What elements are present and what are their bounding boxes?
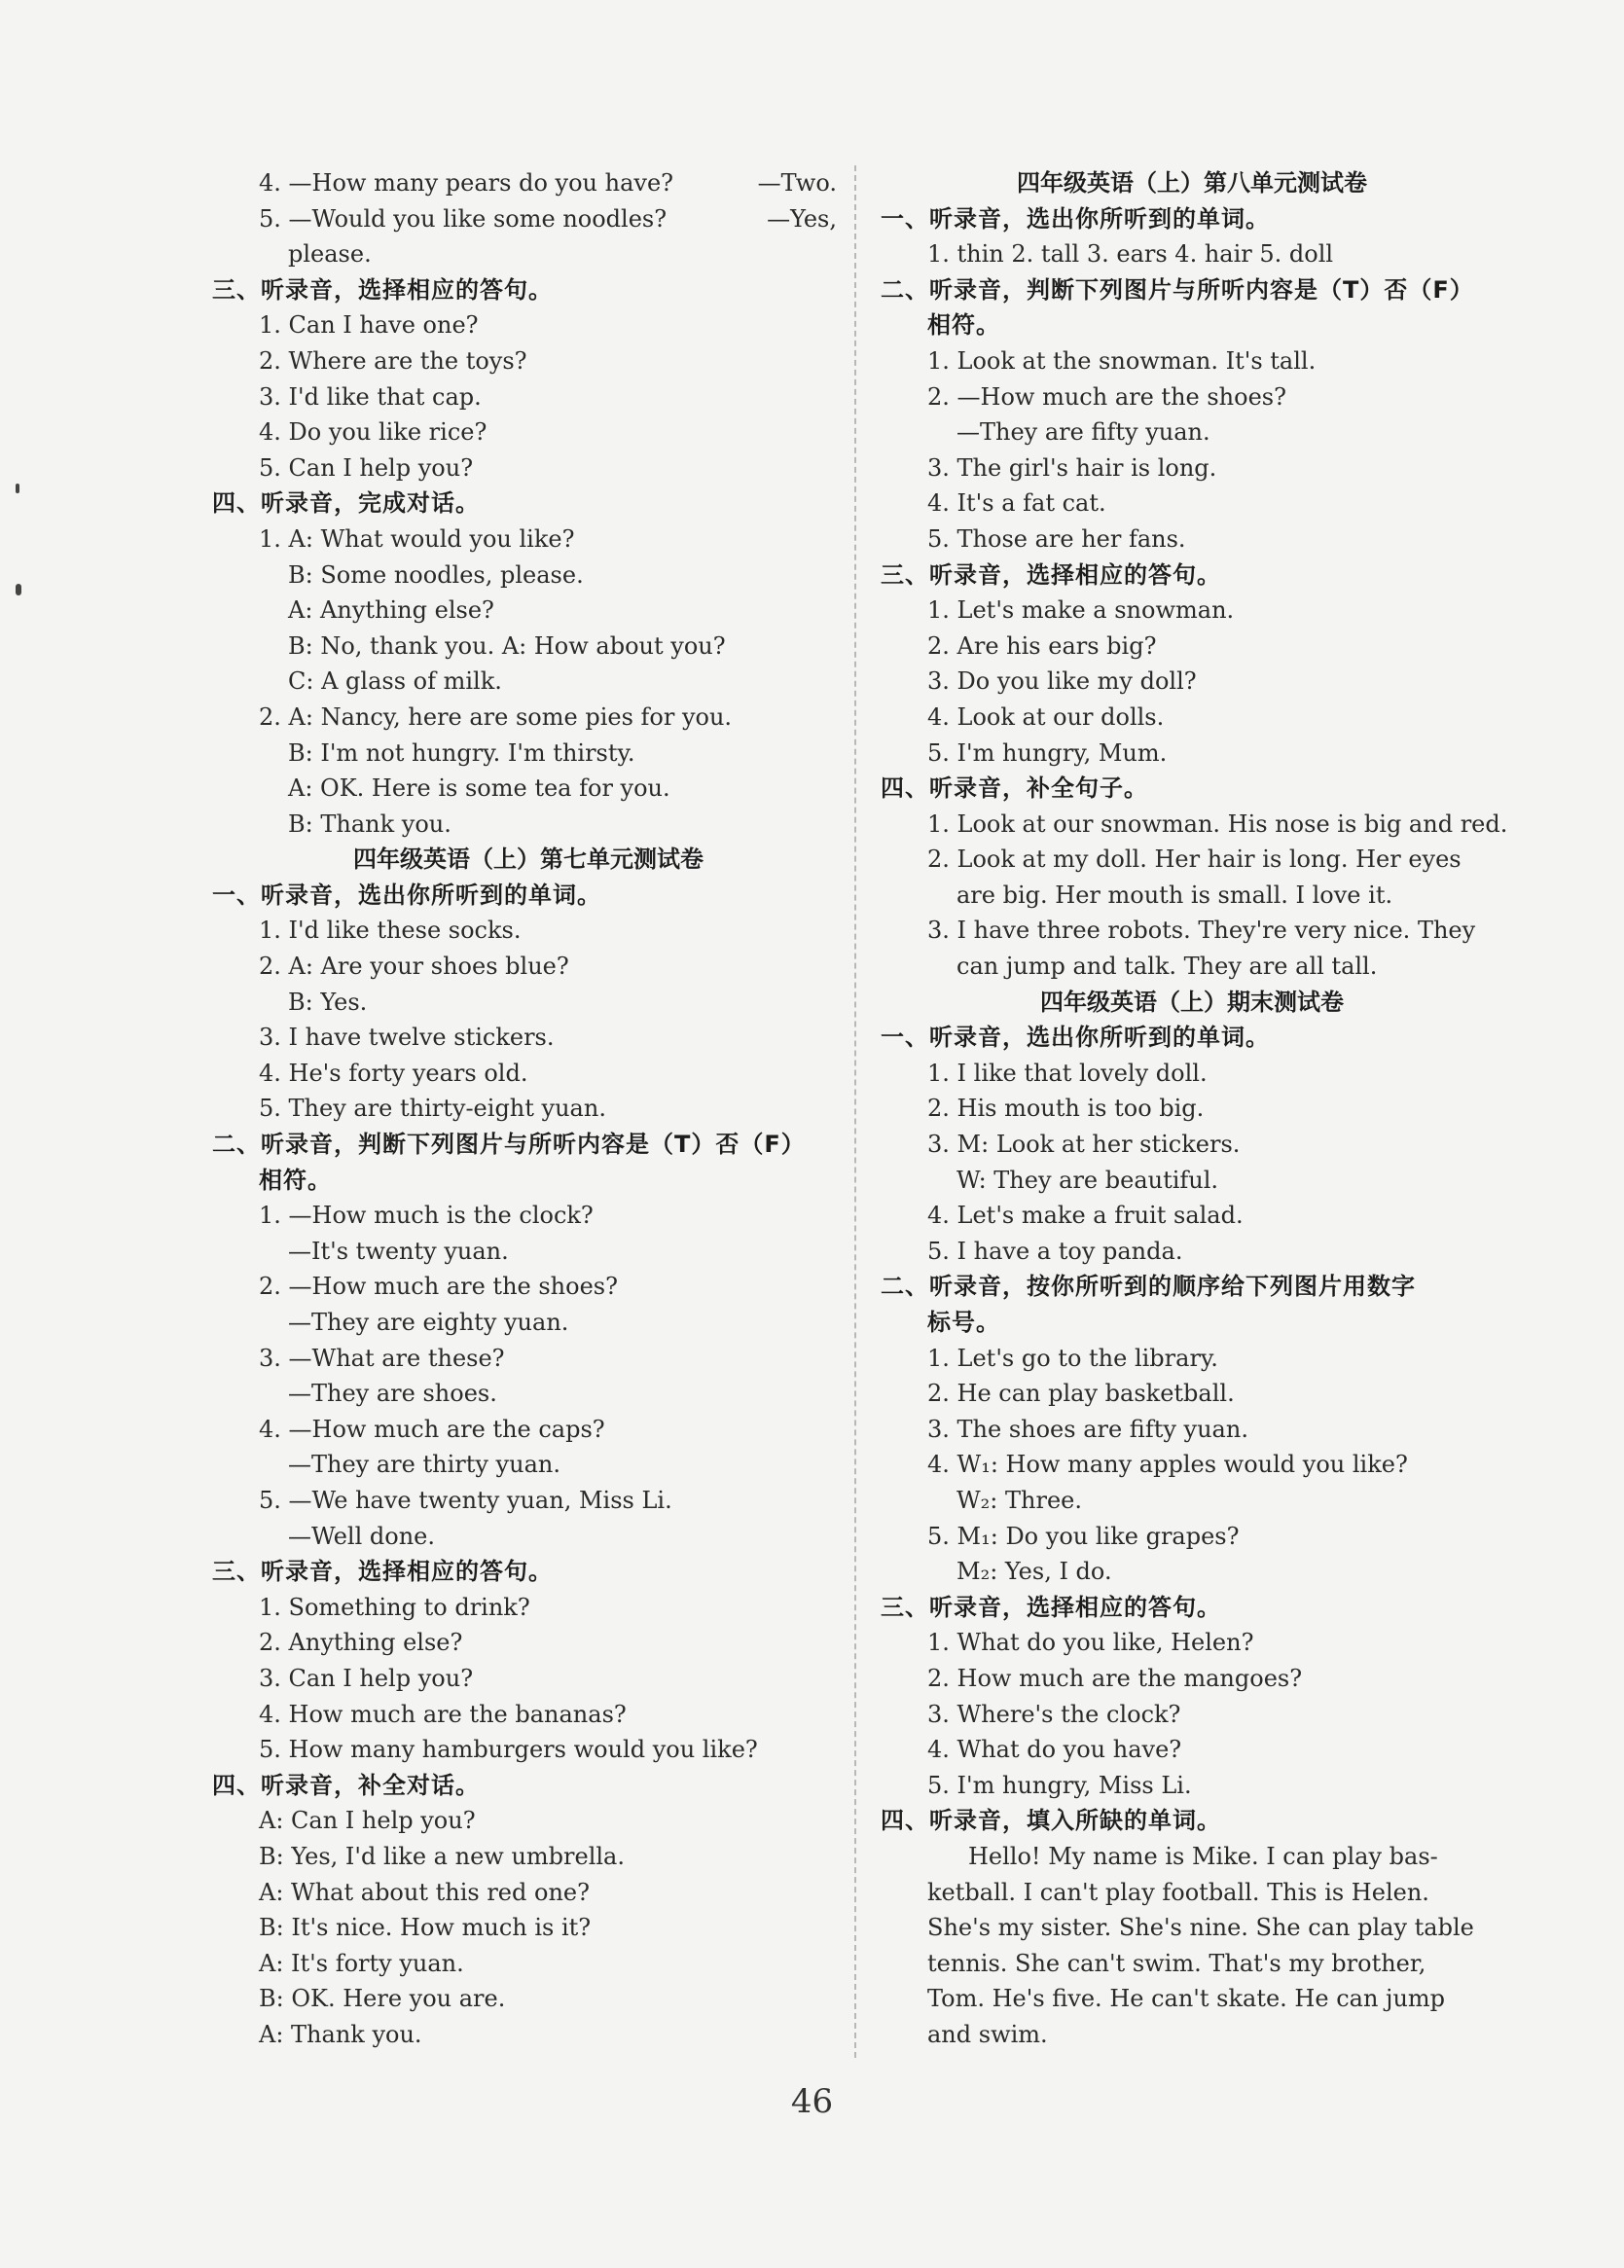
answer-line: 5. They are thirty-eight yuan. xyxy=(259,1095,606,1123)
answer-line: and swim. xyxy=(927,2020,1048,2048)
answer-line: 5. I'm hungry, Miss Li. xyxy=(927,1771,1192,1799)
answer-line: 5. Those are her fans. xyxy=(927,524,1186,553)
answer-line: 1. I like that lovely doll. xyxy=(927,1059,1208,1087)
section-heading: 二、听录音，判断下列图片与所听内容是（T）否（F） xyxy=(212,1131,806,1159)
test-title: 四年级英语（上）第七单元测试卷 xyxy=(353,846,704,874)
answer-line: 5. —We have twenty yuan, Miss Li. xyxy=(259,1486,672,1514)
section-heading: 二、听录音，判断下列图片与所听内容是（T）否（F） xyxy=(881,275,1474,304)
answer-line: 4. How much are the bananas? xyxy=(259,1700,627,1728)
answer-line: 1. Let's go to the library. xyxy=(927,1344,1218,1372)
answer-line: 4. Do you like rice? xyxy=(259,418,487,447)
section-heading: 三、听录音，选择相应的答句。 xyxy=(212,275,553,304)
answer-line: —They are fifty yuan. xyxy=(956,418,1210,447)
answer-line: M₂: Yes, I do. xyxy=(956,1558,1112,1586)
answer-segment: —Two. xyxy=(757,169,837,197)
section-heading: 三、听录音，选择相应的答句。 xyxy=(881,560,1221,589)
section-heading: 四、听录音，填入所缺的单词。 xyxy=(881,1807,1221,1835)
answer-line: 4. It's a fat cat. xyxy=(927,489,1106,518)
answer-line: are big. Her mouth is small. I love it. xyxy=(956,881,1393,909)
answer-line: —They are eighty yuan. xyxy=(288,1309,569,1336)
answer-line: 1. Let's make a snowman. xyxy=(927,596,1235,625)
answer-line: —Well done. xyxy=(288,1522,435,1550)
section-heading: 三、听录音，选择相应的答句。 xyxy=(212,1558,553,1586)
answer-line: C: A glass of milk. xyxy=(288,667,502,696)
answer-line: 2. A: Nancy, here are some pies for you. xyxy=(259,702,733,731)
answer-line: please. xyxy=(288,240,372,269)
answer-line: 5. How many hamburgers would you like? xyxy=(259,1736,758,1764)
answer-segment: 4. —How many pears do you have? xyxy=(259,169,674,197)
scan-mark xyxy=(16,584,21,595)
test-title: 四年级英语（上）第八单元测试卷 xyxy=(1017,169,1367,197)
answer-line: 4. —How much are the caps? xyxy=(259,1415,605,1443)
answer-line: 2. Are his ears big? xyxy=(927,631,1157,660)
section-heading: 四、听录音，完成对话。 xyxy=(212,489,480,518)
answer-line: 3. I have three robots. They're very nice. They xyxy=(927,917,1476,945)
answer-line: 2. He can play basketball. xyxy=(927,1380,1235,1408)
answer-line: 4. Let's make a fruit salad. xyxy=(927,1202,1244,1230)
section-heading: 四、听录音，补全句子。 xyxy=(881,774,1148,803)
page-number: 46 xyxy=(790,2082,834,2121)
answer-segment: 5. —Would you like some noodles? xyxy=(259,204,668,233)
answer-line: 3. I'd like that cap. xyxy=(259,382,482,411)
answer-line: 4. W₁: How many apples would you like? xyxy=(927,1451,1408,1479)
answer-line: 3. —What are these? xyxy=(259,1344,505,1372)
left-column xyxy=(212,165,845,2052)
answer-line: 4. Look at our dolls. xyxy=(927,702,1165,731)
section-heading: 一、听录音，选出你所听到的单词。 xyxy=(881,1024,1270,1052)
answer-line: 5. Can I help you? xyxy=(259,453,474,482)
answer-line: 2. Look at my doll. Her hair is long. Her eyes xyxy=(927,846,1462,874)
answer-line: W: They are beautiful. xyxy=(956,1166,1219,1194)
answer-line: A: OK. Here is some tea for you. xyxy=(288,774,670,803)
answer-line: 2. —How much are the shoes? xyxy=(259,1273,618,1301)
answer-line xyxy=(212,201,845,237)
answer-line: 1. Something to drink? xyxy=(259,1593,530,1621)
answer-line xyxy=(212,165,845,201)
section-heading: 一、听录音，选出你所听到的单词。 xyxy=(212,881,601,909)
answer-line: B: Thank you. xyxy=(288,810,451,838)
answer-line: A: What about this red one? xyxy=(259,1878,590,1906)
answer-line: A: Anything else? xyxy=(288,596,494,625)
answer-line: A: It's forty yuan. xyxy=(259,1949,464,1977)
answer-line: Tom. He's five. He can't skate. He can jump xyxy=(927,1985,1446,2013)
answer-line: B: Yes. xyxy=(288,988,368,1016)
answer-line: 3. I have twelve stickers. xyxy=(259,1024,555,1052)
answer-line: B: Yes, I'd like a new umbrella. xyxy=(259,1842,625,1870)
answer-line: B: Some noodles, please. xyxy=(288,560,584,589)
answer-line: 3. Can I help you? xyxy=(259,1664,474,1692)
answer-line: B: I'm not hungry. I'm thirsty. xyxy=(288,738,635,767)
section-heading: 四、听录音，补全对话。 xyxy=(212,1771,480,1799)
column-divider xyxy=(854,165,856,2058)
answer-line: can jump and talk. They are all tall. xyxy=(956,953,1378,981)
answer-line: 2. His mouth is too big. xyxy=(927,1095,1205,1123)
right-column xyxy=(881,165,1508,2052)
section-heading: 相符。 xyxy=(259,1166,332,1194)
answer-line: 4. He's forty years old. xyxy=(259,1059,528,1087)
answer-line: —It's twenty yuan. xyxy=(288,1237,509,1265)
test-title: 四年级英语（上）期末测试卷 xyxy=(1040,988,1344,1016)
answer-line: 4. What do you have? xyxy=(927,1736,1182,1764)
answer-line: 3. The shoes are fifty yuan. xyxy=(927,1415,1248,1443)
answer-line: 1. Can I have one? xyxy=(259,311,479,340)
answer-line: 1. I'd like these socks. xyxy=(259,917,522,945)
answer-line: 2. A: Are your shoes blue? xyxy=(259,953,569,981)
answer-line: 1. A: What would you like? xyxy=(259,524,575,553)
answer-line: 2. —How much are the shoes? xyxy=(927,382,1286,411)
answer-line: 5. I'm hungry, Mum. xyxy=(927,738,1168,767)
section-heading: 二、听录音，按你所听到的顺序给下列图片用数字 xyxy=(881,1273,1416,1301)
answer-line: 5. I have a toy panda. xyxy=(927,1237,1183,1265)
answer-line: Hello! My name is Mike. I can play bas- xyxy=(968,1842,1438,1870)
answer-line: 3. M: Look at her stickers. xyxy=(927,1131,1241,1159)
answer-line: 5. M₁: Do you like grapes? xyxy=(927,1522,1240,1550)
section-heading: 标号。 xyxy=(927,1309,1000,1336)
answer-line: She's my sister. She's nine. She can play table xyxy=(927,1914,1474,1942)
answer-line: 3. Where's the clock? xyxy=(927,1700,1181,1728)
answer-line: A: Can I help you? xyxy=(259,1807,476,1835)
answer-line: 2. How much are the mangoes? xyxy=(927,1664,1303,1692)
scan-mark xyxy=(16,484,19,493)
answer-line: B: OK. Here you are. xyxy=(259,1985,506,2013)
answer-segment: —Yes, xyxy=(767,204,837,233)
answer-line: 3. The girl's hair is long. xyxy=(927,453,1217,482)
answer-line: A: Thank you. xyxy=(259,2020,422,2048)
answer-line: tennis. She can't swim. That's my brother, xyxy=(927,1949,1426,1977)
answer-line: 2. Anything else? xyxy=(259,1629,463,1657)
section-heading: 一、听录音，选出你所听到的单词。 xyxy=(881,204,1270,233)
answer-line: B: No, thank you. A: How about you? xyxy=(288,631,726,660)
answer-line: 1. What do you like, Helen? xyxy=(927,1629,1254,1657)
answer-line: 2. Where are the toys? xyxy=(259,346,527,375)
answer-line: 1. Look at the snowman. It's tall. xyxy=(927,346,1317,375)
answer-line: 1. thin 2. tall 3. ears 4. hair 5. doll xyxy=(927,240,1334,269)
answer-line: —They are shoes. xyxy=(288,1380,497,1408)
answer-line: 1. —How much is the clock? xyxy=(259,1202,594,1230)
section-heading: 三、听录音，选择相应的答句。 xyxy=(881,1593,1221,1621)
section-heading: 相符。 xyxy=(927,311,1000,340)
answer-line: ketball. I can't play football. This is Helen. xyxy=(927,1878,1429,1906)
answer-line: W₂: Three. xyxy=(956,1486,1082,1514)
answer-line: 3. Do you like my doll? xyxy=(927,667,1197,696)
answer-line: 1. Look at our snowman. His nose is big and red. xyxy=(927,810,1508,838)
answer-line: —They are thirty yuan. xyxy=(288,1451,560,1479)
answer-line: B: It's nice. How much is it? xyxy=(259,1914,592,1942)
